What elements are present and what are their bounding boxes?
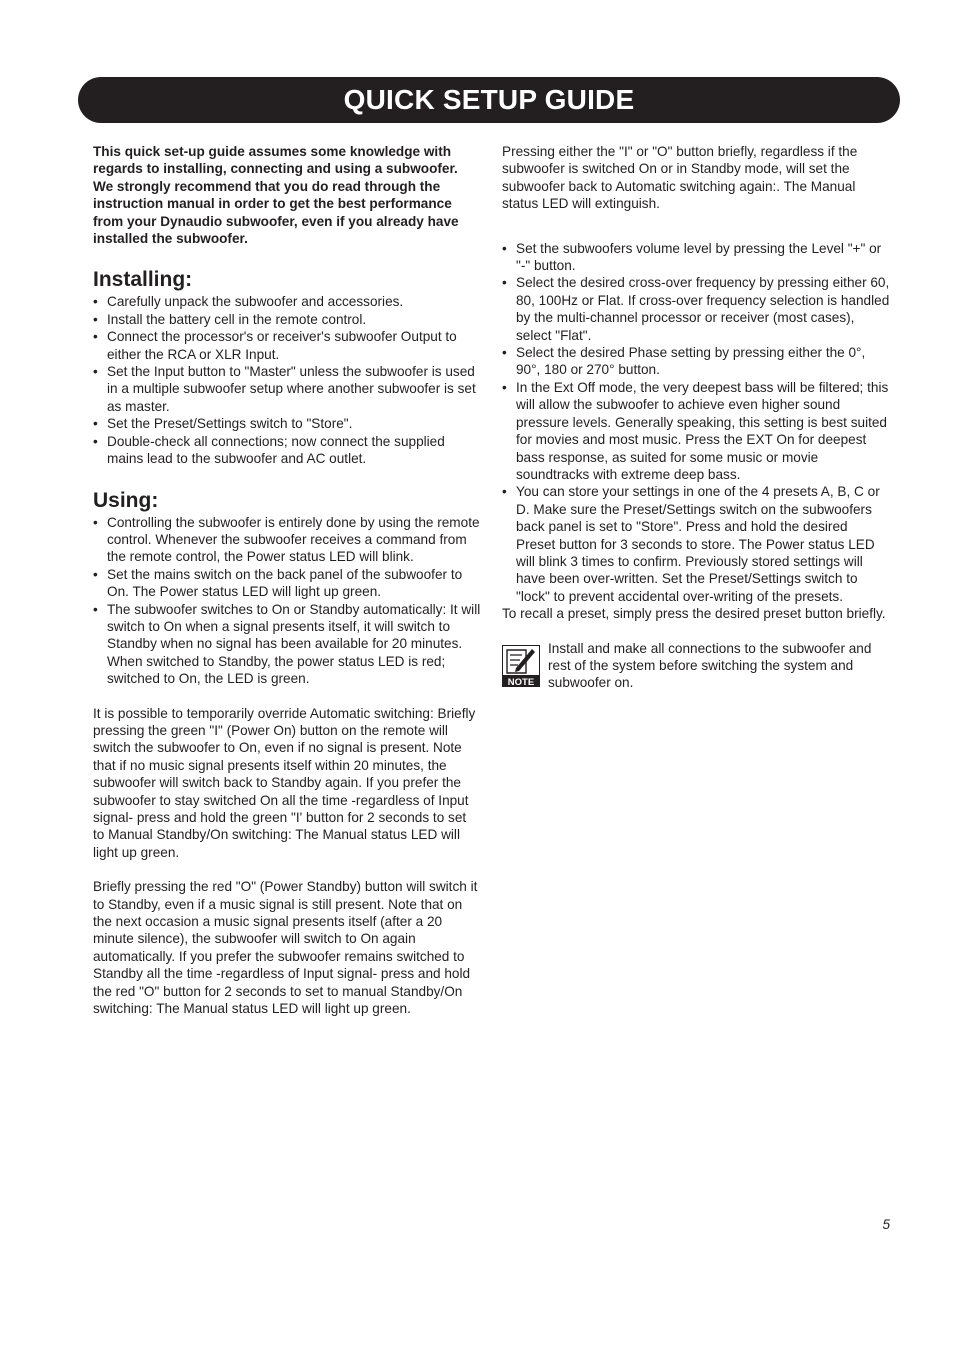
list-item: • Select the desired cross-over frequency by pressing either 60, 80, 100Hz or Flat. If cross-over frequency selection is handled by the multi-channel processor or receiver (most cases), select "Flat". <box>502 274 890 344</box>
override-paragraph: It is possible to temporarily override Automatic switching: Briefly pressing the green "I" (Power On) button on the remote will switch the subwoofer to On, even if no signal is present. Note that if no music signal presents itself within 20 minutes, the subwoofer will switch back to Standby again. If you prefer the subwoofer to stay switched On all the time -regardless of Input signal- press and hold the green "I' button for 2 seconds to set to Manual Standby/On switching: The Manual status LED will light up green. <box>93 705 476 860</box>
list-item: • Set the mains switch on the back panel of the subwoofer to On. The Power status LED will light up green. <box>93 566 481 601</box>
list-item: • Controlling the subwoofer is entirely done by using the remote control. Whenever the subwoofer receives a command from the remote control, the Power status LED will blink. <box>93 514 481 566</box>
list-item: • Select the desired Phase setting by pressing either the 0°, 90°, 180 or 270° button. <box>502 344 890 379</box>
title-banner <box>78 77 900 123</box>
list-item: • Set the Preset/Settings switch to "Store". <box>93 415 481 432</box>
standby-paragraph: Briefly pressing the red "O" (Power Standby) button will switch it to Standby, even if a music signal is still present. Note that on the next occasion a music signal presents itself (after a 20 minute silence), the subwoofer will switch to On again automatically. If you prefer the subwoofer remains switched to Standby all the time -regardless of Input signal- press and hold the red "O" button for 2 seconds to set to manual Standby/On switching: The Manual status LED will light up green. <box>93 879 478 1017</box>
note-icon <box>502 645 540 687</box>
list-item: • Set the Input button to "Master" unless the subwoofer is used in a multiple subwoofer setup where another subwoofer is set as master. <box>93 363 481 415</box>
list-item: • Install the battery cell in the remote control. <box>93 311 481 328</box>
list-item: • Double-check all connections; now connect the supplied mains lead to the subwoofer and AC outlet. <box>93 433 481 468</box>
list-item: • You can store your settings in one of the 4 presets A, B, C or D. Make sure the Preset/Settings switch on the subwoofers back panel is set to "Store". Press and hold the desired Preset button for 3 seconds to store. The Power status LED will blink 3 times to confirm. Previously stored settings will have been over-written. Set the Preset/Settings switch to "lock" to prevent accidental over-writing of the presets. <box>502 483 890 605</box>
note-text: Install and make all connections to the subwoofer and rest of the system before switching the system and subwoofer on. <box>548 640 872 691</box>
using-heading: Using: <box>93 488 159 512</box>
list-item: • Connect the processor's or receiver's subwoofer Output to either the RCA or XLR Input. <box>93 328 481 363</box>
intro-paragraph: This quick set-up guide assumes some knowledge with regards to installing, connecting and using a subwoofer. We strongly recommend that you do read through the instruction manual in order to get the best performance from your Dynaudio subwoofer, even if you already have installed the subwoofer. <box>93 144 459 247</box>
automatic-paragraph: Pressing either the "I" or "O" button briefly, regardless if the subwoofer is switched On or in Standby mode, will set the subwoofer back to Automatic switching again:. The Manual status LED will extinguish. <box>502 144 858 212</box>
right-column <box>502 143 890 692</box>
list-item: • Set the subwoofers volume level by pressing the Level "+" or "-" button. <box>502 240 890 275</box>
page-title: QUICK SETUP GUIDE <box>343 84 635 115</box>
using-list <box>93 514 481 688</box>
svg-text:NOTE: NOTE <box>507 676 535 687</box>
list-item: • The subwoofer switches to On or Standby automatically: It will switch to On when a signal presents itself, it will switch to Standby when no signal has been available for 20 minutes. When switched to Standby, the power status LED is red; switched to On, the LED is green. <box>93 601 481 688</box>
note-box <box>502 640 890 692</box>
recall-paragraph: To recall a preset, simply press the desired preset button briefly. <box>502 606 886 622</box>
settings-list <box>502 240 890 606</box>
list-item: • Carefully unpack the subwoofer and accessories. <box>93 293 481 310</box>
list-item: • In the Ext Off mode, the very deepest bass will be filtered; this will allow the subwoofer to achieve even higher sound pressure levels. Generally speaking, this setting is best suited for movies and most music. Press the EXT On for deepest bass response, as suited for some music or movie soundtracks with extreme deep bass. <box>502 379 890 483</box>
installing-heading: Installing: <box>93 268 193 292</box>
page-number: 5 <box>882 1217 890 1232</box>
left-column <box>93 143 481 1017</box>
installing-list <box>93 293 481 467</box>
